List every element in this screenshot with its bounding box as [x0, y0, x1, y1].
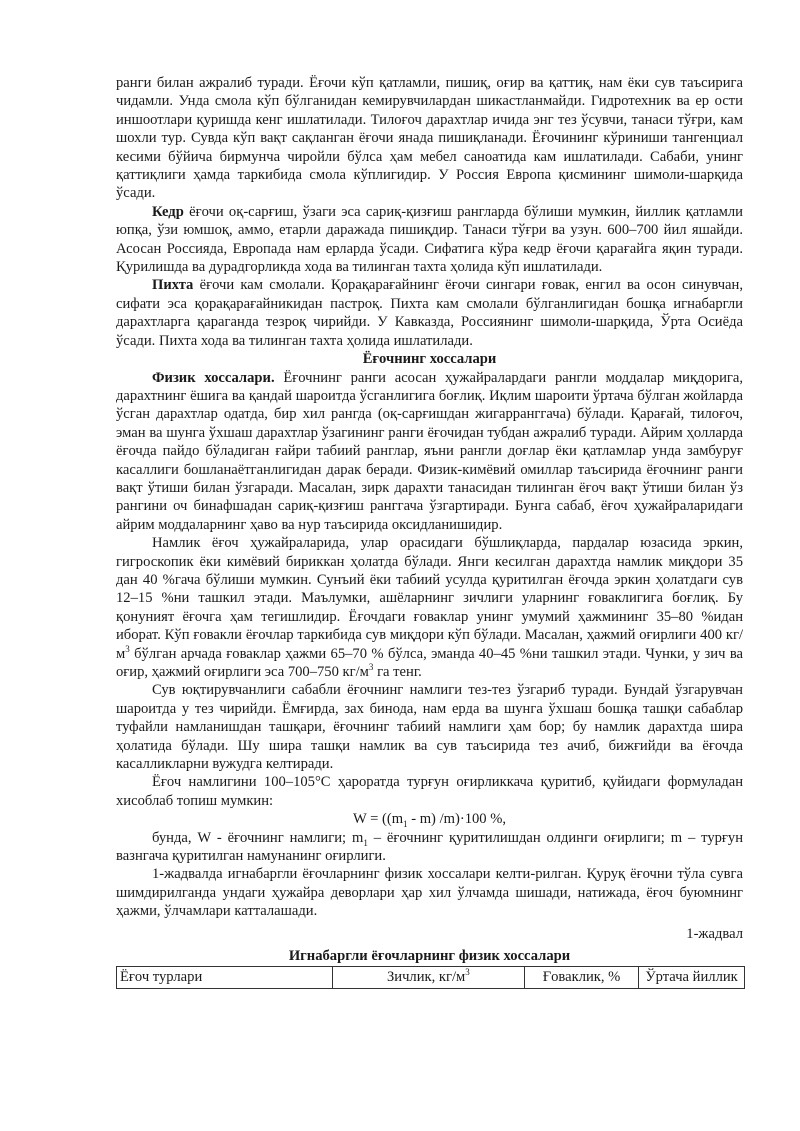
term-fir: Пихта	[152, 277, 194, 294]
paragraph-table-intro: 1-жадвалда игнабаргли ёғочларнинг физик хоссалари келти-рилган. Қуруқ ёғочни тўла сувга шимдирилганда ундаги ҳужайра деворлари ҳар хил ўлчамда шишади, натижада, ёғоч буюмнинг ҳажми, ўлчамлари катталашади.	[116, 866, 743, 920]
moisture-formula: $W = ((m_1 - m)$ /m)·100 %,	[352, 811, 507, 830]
table-header-cell: Ёғоч турлари	[117, 966, 333, 988]
superscript: 3	[368, 662, 374, 673]
paragraph-formula-legend: бунда, W - ёғочнинг намлиги; $m_1$ – ёғочнинг қуритилишдан олдинги оғирлиги; m – турғун вазнгача қуритилган намунанинг оғирлиги.	[116, 829, 744, 865]
paragraph-fir: Пихта ёғочи кам смолали. Қорақарағайнинг ёғочи сингари ғовак, енгил ва осон синувчан, сифати эса қорақарағайникидан пастроқ. Пихта кам смолали бўлганлигидан бошқа игнабаргли дарахтларга қараганда тезроқ чирийди. У Кавказда, Россиянинг шимоли-шарқида, Ўрта Осиёда ўсади. Пихта хода ва тилинган тахта ҳолида ишлатилади.	[116, 277, 743, 349]
properties-table	[116, 966, 745, 989]
document-page	[116, 74, 743, 989]
paragraph-water-absorption: Сув юқтирувчанлиги сабабли ёғочнинг намлиги тез-тез ўзгариб туради. Бундай ўзгарувчан шароитда у тез чирийди. Ёмғирда, зах бинода, нам ерда ва шунга ўхшаш бошқа ташқи сабаблар туфайли намланишдан ташқари, ёғочнинг табиий намлиги ҳам бор; бу намлик дарахтда шира ҳолатида бўлади. Шу шира ташқи намлик ва сув таъсирида тез ачиб, бижғийди ва ёғочда касалликларни вужудга келтиради.	[116, 682, 743, 773]
paragraph-larch-continued: ранги билан ажралиб туради. Ёғочи кўп қатламли, пишиқ, оғир ва қаттиқ, нам ёки сув таъсирига чидамли. Унда смола кўп бўлганидан кемирувчилардан шикастланмайди. Гидротехник ва ер ости иншоотлари қуришда кенг ишлатилади. Тилоғоч дарахтлар ичида энг тез ўсувчи, танаси тўғри, кам шохли тур. Сувда кўп вақт сақланган ёғочи янада пишиқланади. Ёғочининг кўриниши тангенциал кесими бўйича бирмунча чиройли бўлса ҳам мебел саноатида кам ишлатилади. Сабаби, унинг қаттиқлиги ҳамда таркибида смола кўплигидир. У Россия Европа қисмининг шимоли-шарқида ўсади.	[116, 75, 743, 202]
paragraph-cedar: Кедр ёғочи оқ-сарғиш, ўзаги эса сариқ-қизғиш рангларда бўлиши мумкин, йиллик қатламли юпқа, ўзи юмшоқ, аммо, етарли даражада пишиқдир. Танаси тўғри ва узун. 600–700 йил яшайди. Асосан Россияда, Европада нам ерларда ўсади. Сифатига кўра кедр ёғочи қарағайга яқин туради. Қурилишда ва дурадгорликда хода ва тилинган тахта ҳолида кўп ишлатилади.	[116, 203, 743, 276]
term-cedar: Кедр	[152, 203, 184, 220]
term-physical-properties: Физик хоссалари.	[152, 369, 275, 386]
table-label: 1-жадвал	[686, 925, 743, 942]
table-header-cell: Ғоваклик, %	[524, 966, 638, 988]
table-caption: Игнабаргли ёғочларнинг физик хоссалари	[288, 948, 571, 965]
paragraph-drying: Ёғоч намлигини 100–105°С ҳароратда турғун оғирликкача қуритиб, қуйидаги формуладан хисоблаб топиш мумкин:	[116, 774, 743, 809]
paragraph-physical-properties: Физик хоссалари. Ёғочнинг ранги асосан ҳужайралардаги рангли моддалар миқдорига, дарахтнинг ёшига ва қандай шароитда ўсганлигига боғлиқ. Иқлим шароити ўртача бўлган жойларда ўсган дарахтлар одатда, бир хил рангда (оқ-сарғишдан жигарранггача) бўлади. Қарағай, тилоғоч, эман ва шунга ўхшаш дарахтлар ўзагининг ранги ёғочидан тубдан ажралиб туради. Айрим ҳолларда ёғочда пайдо бўладиган ғайри табиий ранглар, яъни рангли доғлар ёки қатламлар унда замбуруғ касаллиги бошланаётганлигидан дарак беради. Физик-кимёвий омиллар таъсирида ёғочнинг ранги вақт ўтиши билан ўзгаради. Масалан, зирк дарахти танасидан тилинган ёғоч вақт ўтиши билан ўз рангини оч бинафшадан сариқ-қизғиш ранггача ўзгартиради. Бунга сабаб, ёғоч ҳужайраларидаги айрим моддаларнинг ҳаво ва нур таъсирида оксидланишидир.	[116, 369, 743, 533]
table-header-cell: Зичлик, $кг/м^3$	[332, 966, 524, 988]
paragraph-moisture: Намлик ёғоч ҳужайраларида, улар орасидаги бўшлиқларда, пардалар юзасида эркин, гигроскопик ёки кимёвий бириккан ҳолатда бўлади. Янги кесилган дарахтда намлик миқдори 35 дан 40 %гача бўлиши мумкин. Сунъий ёки табиий усулда қуритилган ёғочда эркин ҳолатдаги сув 12–15 %ни ташкил этади. Маълумки, ашёларнинг зичлиги уларнинг ғоваклигига боғлиқ. Бу қонуният ёғочга ҳам тегишлидир. Ёғочдаги ғоваклар унинг умумий ҳажмининг 35–80 %идан иборат. Кўп ғовакли ёғочлар таркибида сув миқдори кўп бўлади. Масалан, ҳажмий оғирлиги 400 $кг/м^3$ бўлган арчада ғоваклар ҳажми 65–70 % бўлса, эманда 40–45 %ни ташкил этади. Чунки, у зич ва оғир, ҳажмий оғирлиги эса 700–750 $кг/м^3$ га тенг.	[116, 535, 743, 680]
superscript: 3	[125, 643, 130, 654]
section-heading: Ёғочнинг хоссалари	[362, 351, 497, 368]
table-header-row	[117, 966, 745, 988]
table-header-cell: Ўртача йиллик	[639, 966, 745, 988]
